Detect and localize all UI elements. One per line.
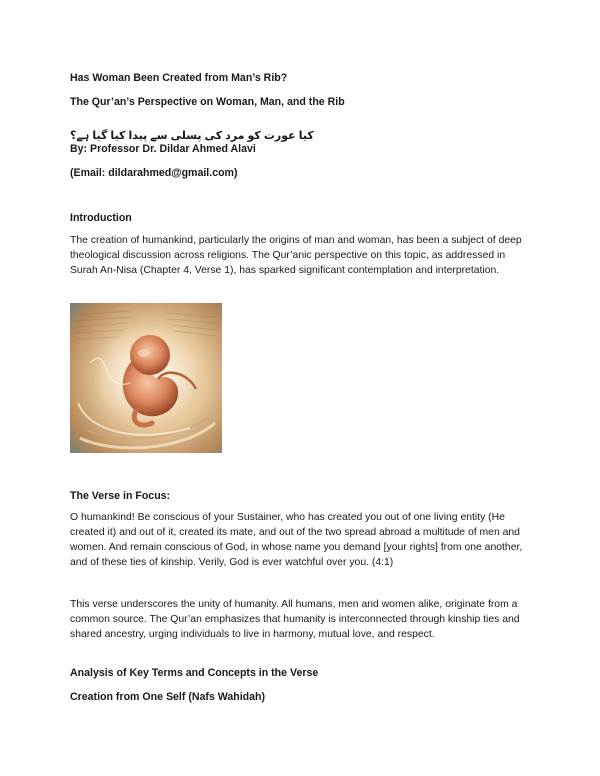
embryo-image [70, 303, 222, 453]
content-column [70, 0, 532, 776]
introduction-paragraph: The creation of humankind, particularly the origins of man and woman, has been a subject of deep theological discussion across religions. The Qur’anic perspective on this topic, as addressed in Surah An-Nisa (Chapter 4, Verse 1), has sparked significant contemplation and interpretation. [70, 235, 522, 276]
author-line: By: Professor Dr. Dildar Ahmed Alavi [70, 143, 256, 155]
verse-commentary: This verse underscores the unity of humanity. All humans, men and women alike, originate from a common source. The Qur’an emphasizes that humanity is interconnected through kinship ties and shared ancestry, urging individuals to live in harmony, mutual love, and respect. [70, 599, 520, 640]
email-line: (Email: dildarahmed@gmail.com) [70, 167, 238, 179]
verse-heading: The Verse in Focus: [70, 490, 171, 502]
analysis-subheading: Creation from One Self (Nafs Wahidah) [70, 691, 266, 703]
document-title: Has Woman Been Created from Man’s Rib? [70, 72, 288, 84]
embryo-illustration [70, 303, 222, 453]
verse-text: O humankind! Be conscious of your Sustainer, who has created you out of one living entity (He created it) and out of it, created its mate, and out of the two spread abroad a multitude of men and women. And remain conscious of God, in whose name you demand [your rights] from one another, and of these ties of kinship. Verily, God is ever watchful over you. (4:1) [70, 512, 523, 568]
document-subtitle: The Qur’an’s Perspective on Woman, Man, and the Rib [70, 96, 345, 108]
introduction-heading: Introduction [70, 212, 132, 224]
urdu-title: کیا عورت کو مرد کی پسلی سے پیدا کیا گیا ہے؟ [70, 130, 314, 142]
analysis-heading: Analysis of Key Terms and Concepts in the Verse [70, 667, 319, 679]
